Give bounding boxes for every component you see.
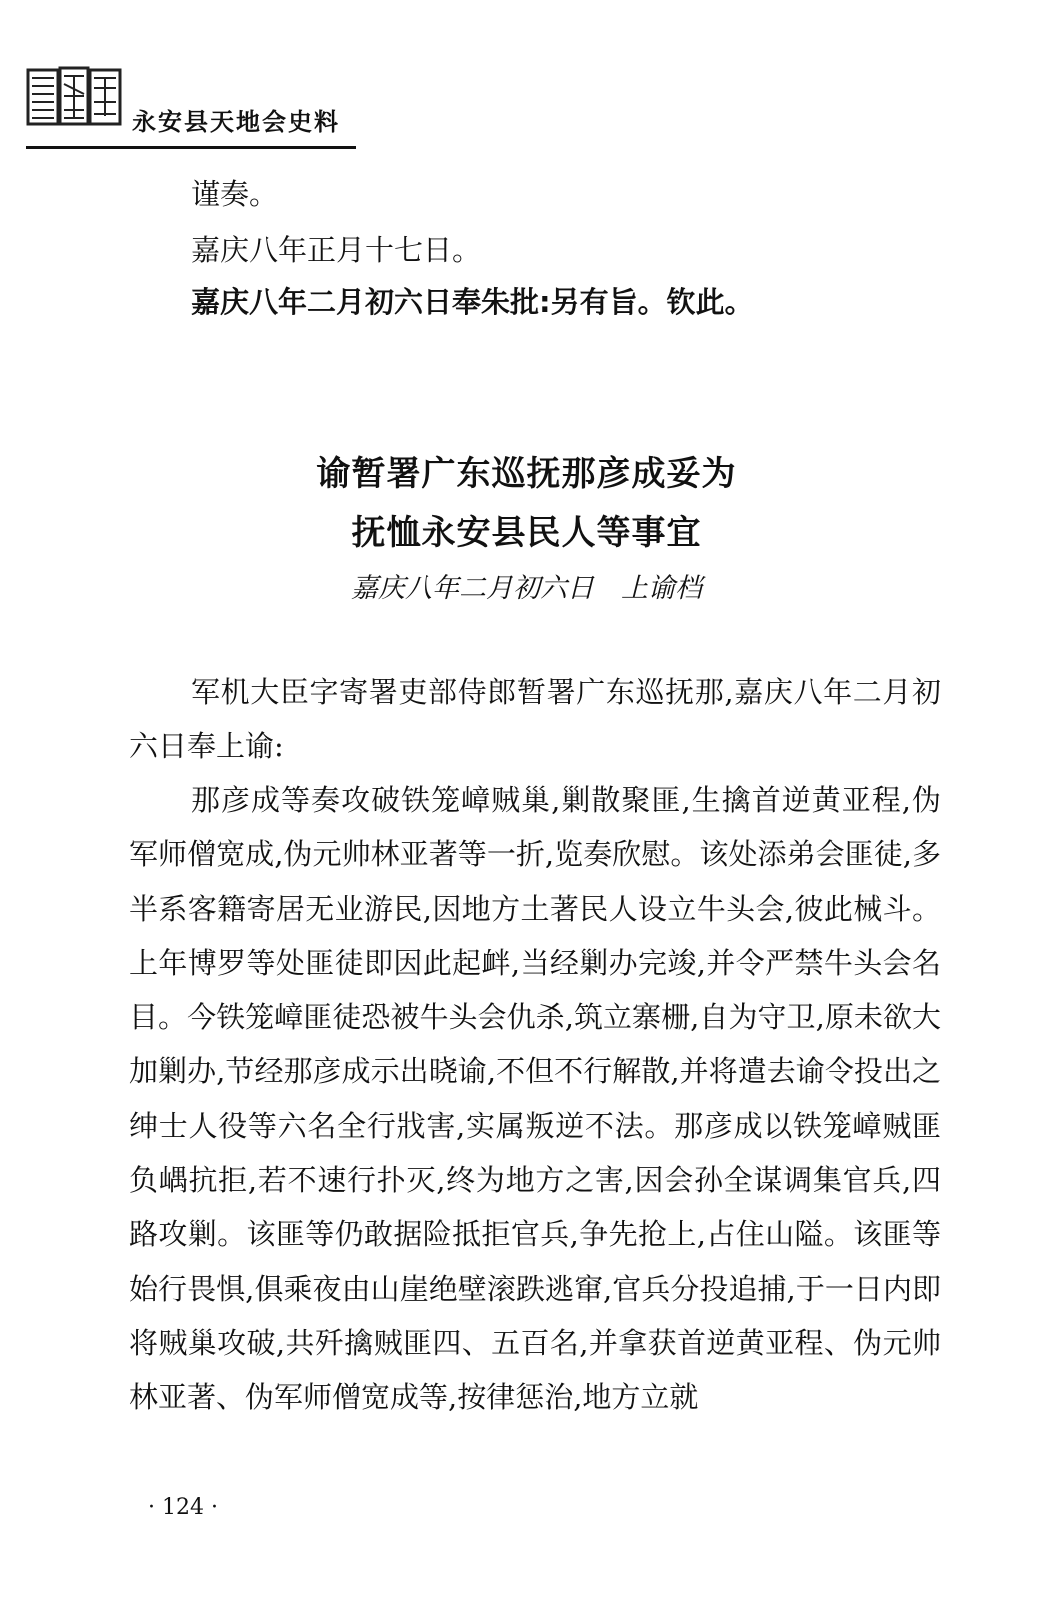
body-paragraph-2: 那彦成等奏攻破铁笼嶂贼巢,剿散聚匪,生擒首逆黄亚程,伪军师僧宽成,伪元帅林亚著等一折,览奏欣慰。该处添弟会匪徒,多半系客籍寄居无业游民,因地方土著民人设立牛头会,彼此械斗。上年博罗等处匪徒即因此起衅,当经剿办完竣,并令严禁牛头会名目。今铁笼嶂匪徒恐被牛头会仇杀,筑立寨栅,自为守卫,原未欲大加剿办,节经那彦成示出晓谕,不但不行解散,并将遣去谕令投出之绅士人役等六名全行戕害,实属叛逆不法。那彦成以铁笼嶂贼匪负嵎抗拒,若不速行扑灭,终为地方之害,因会孙全谋调集官兵,四路攻剿。该匪等仍敢据险抵拒官兵,争先抢上,占住山隘。该匪等始行畏惧,俱乘夜由山崖绝壁滚跌逃窜,官兵分投追捕,于一日内即将贼巢攻破,共歼擒贼匪四、五百名,并拿获首逆黄亚程、伪元帅林亚著、伪军师僧宽成等,按律惩治,地方立就: [129, 783, 941, 1415]
running-head-title: 永安县天地会史料: [132, 108, 340, 136]
page-number: · 124 ·: [148, 1495, 218, 1520]
vermilion-rescript-line: 嘉庆八年二月初六日奉朱批:另有旨。钦此。: [191, 285, 754, 319]
closing-line: 谨奏。: [191, 177, 279, 211]
document-subtitle: 嘉庆八年二月初六日 上谕档: [351, 573, 702, 604]
seal-logo-icon: [26, 66, 122, 128]
date-line: 嘉庆八年正月十七日。: [191, 233, 482, 267]
document-title-line-2: 抚恤永安县民人等事宜: [351, 513, 702, 553]
header-divider: [26, 146, 356, 149]
body-paragraph-1: 军机大臣字寄署吏部侍郎暂署广东巡抚那,嘉庆八年二月初六日奉上谕:: [129, 675, 941, 764]
document-title-line-1: 谕暂署广东巡抚那彦成妥为: [316, 454, 737, 494]
